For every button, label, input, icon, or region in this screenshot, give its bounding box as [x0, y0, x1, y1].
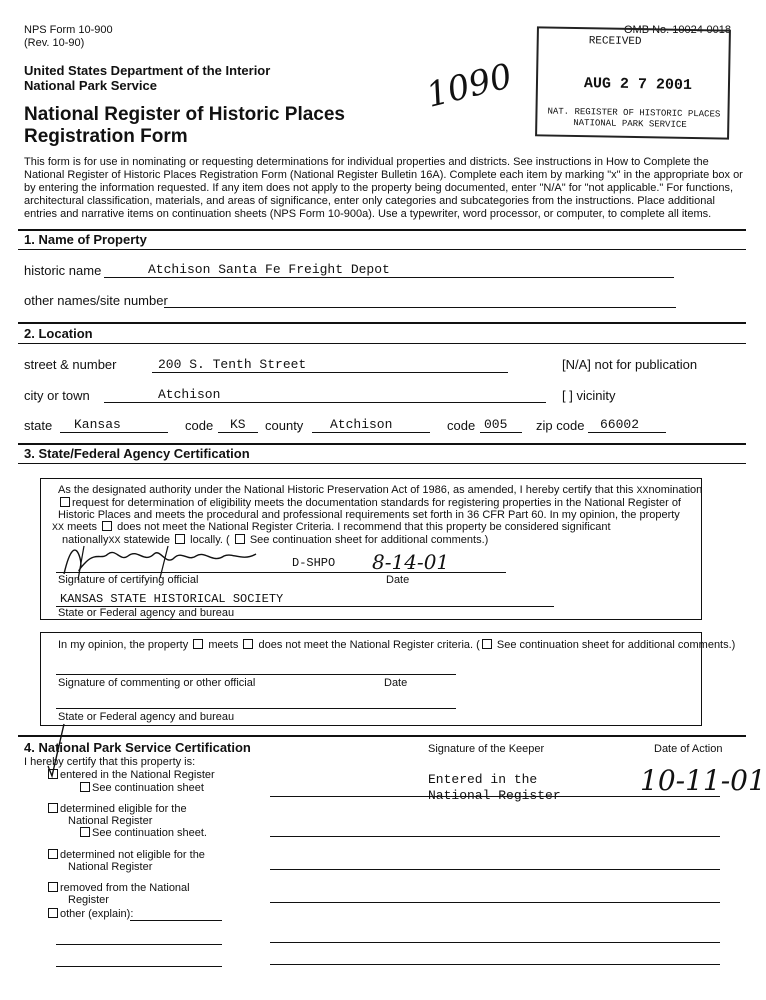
checked-mark: XX	[52, 523, 65, 534]
signer-title: D-SHPO	[292, 556, 336, 570]
code-label: code	[185, 418, 214, 433]
date-label: Date	[386, 574, 410, 586]
cert-text: statewide	[123, 534, 171, 546]
field-underline	[104, 402, 546, 403]
checkbox[interactable]	[48, 849, 58, 859]
checkbox[interactable]	[80, 827, 90, 837]
street-value[interactable]: 200 S. Tenth Street	[158, 357, 307, 372]
zip-label: zip code	[536, 418, 585, 433]
option-not-eligible-line2: National Register	[68, 861, 153, 873]
code2-label: code	[447, 418, 476, 433]
intro-line: This form is for use in nominating or requesting determinations for individual properties and districts. See instructions in How to Complete the	[24, 156, 709, 168]
section4-heading: 4. National Park Service Certification	[24, 740, 251, 755]
signature-label: Signature of certifying official	[58, 574, 199, 586]
action-date: 10-11-01	[640, 764, 766, 797]
historic-name-value[interactable]: Atchison Santa Fe Freight Depot	[148, 262, 390, 277]
cert-text: meets	[67, 521, 98, 533]
divider	[18, 322, 746, 324]
not-for-publication: [N/A] not for publication	[562, 357, 698, 372]
street-label: street & number	[24, 357, 117, 372]
code-value[interactable]: KS	[230, 417, 246, 432]
opinion-text: See continuation sheet for additional comments.)	[496, 639, 736, 651]
keeper-line	[270, 869, 720, 870]
intro-line: by entering the information requested. If any item does not apply to the property being documented, enter "N/A" for "not applicable." For functions,	[24, 182, 734, 194]
divider	[18, 249, 746, 250]
city-value[interactable]: Atchison	[158, 387, 221, 402]
cert-text: does not meet the National Register Criteria. I recommend that this property be considered significant	[117, 521, 611, 533]
hereby-text: I hereby certify that this property is:	[24, 756, 196, 768]
checkbox[interactable]	[48, 769, 58, 779]
cert-text: See continuation sheet for additional comments.)	[249, 534, 489, 546]
agency2-label: State or Federal agency and bureau	[58, 711, 235, 723]
stamp-line2: NATIONAL PARK SERVICE	[573, 117, 687, 130]
agency-label: State or Federal agency and bureau	[58, 607, 235, 619]
intro-line: entries and narrative items on continuation sheets (NPS Form 10-900a). Use a typewriter, word processor, or computer, to complete all items.	[24, 208, 712, 220]
cert-text: As the designated authority under the National Historic Preservation Act of 1986, as amended, I hereby certify that this	[58, 484, 634, 496]
form-revision: (Rev. 10-90)	[24, 37, 85, 49]
option-text: entered in the National Register	[60, 769, 215, 781]
signature-line	[56, 572, 506, 573]
other-names-label: other names/site number	[24, 293, 168, 308]
field-underline	[152, 372, 508, 373]
field-underline	[104, 277, 674, 278]
form-number: NPS Form 10-900	[24, 24, 113, 36]
agency-line	[56, 708, 456, 709]
field-underline	[164, 307, 676, 308]
keeper-line	[270, 942, 720, 943]
option-see-continuation[interactable]	[78, 782, 204, 794]
keeper-line	[270, 902, 720, 903]
section1-heading: 1. Name of Property	[24, 232, 147, 247]
entered-stamp-line1: Entered in the	[428, 772, 538, 787]
keeper-line	[270, 796, 720, 797]
checked-mark: XX	[108, 536, 121, 547]
checkbox[interactable]	[60, 497, 70, 507]
field-underline	[312, 432, 430, 433]
option-text: other (explain):	[60, 908, 134, 920]
option-not-eligible[interactable]	[46, 849, 205, 861]
field-underline	[480, 432, 522, 433]
field-underline	[130, 920, 222, 921]
historic-name-label: historic name	[24, 263, 102, 278]
county-label: county	[265, 418, 304, 433]
field-underline	[60, 432, 168, 433]
keeper-line	[270, 964, 720, 965]
keeper-label: Signature of the Keeper	[428, 743, 545, 755]
intro-line: architectural classification, materials, and areas of significance, enter only categories and subcategories from the instructions. Place additional	[24, 195, 715, 207]
keeper-line	[270, 836, 720, 837]
field-underline	[56, 944, 222, 945]
date2-label: Date	[384, 677, 408, 689]
received-stamp	[535, 26, 731, 139]
option-eligible[interactable]	[46, 803, 187, 815]
agency-name: National Park Service	[24, 78, 157, 93]
cert-line4	[52, 521, 611, 534]
option-other[interactable]	[46, 908, 133, 920]
field-underline	[588, 432, 666, 433]
action-label: Date of Action	[654, 743, 723, 755]
signature-date: 8-14-01	[372, 550, 450, 574]
signature-line	[56, 674, 456, 675]
option-entered[interactable]	[46, 769, 215, 781]
form-subtitle: Registration Form	[24, 126, 188, 147]
divider	[18, 735, 746, 737]
intro-line: National Register of Historic Places Registration Form (National Register Bulletin 16A). Complete each item by marking "x" in the appropriate box or	[24, 169, 743, 181]
department-name: United States Department of the Interior	[24, 63, 271, 78]
checkbox[interactable]	[48, 882, 58, 892]
checked-mark: XX	[636, 486, 649, 497]
checkbox[interactable]	[102, 521, 112, 531]
cert-text: request for determination of eligibility meets the documentation standards for registering properties in the National Register of	[72, 497, 681, 509]
option-removed-line2: Register	[68, 894, 109, 906]
option-removed[interactable]	[46, 882, 190, 894]
option-text: removed from the National	[60, 882, 190, 894]
option-eligible-line2: National Register	[68, 815, 153, 827]
divider	[18, 343, 746, 344]
divider	[18, 443, 746, 445]
cert-text: nationally	[62, 534, 109, 546]
option-text: determined eligible for the	[60, 803, 187, 815]
form-title: National Register of Historic Places	[24, 104, 345, 125]
intro-paragraph	[24, 156, 743, 221]
checkbox[interactable]	[193, 639, 203, 649]
opinion-text: In my opinion, the property	[58, 639, 189, 651]
field-underline	[56, 966, 222, 967]
zip-value[interactable]: 66002	[600, 417, 640, 432]
cert-text: nomination	[648, 484, 703, 496]
checkbox[interactable]	[80, 782, 90, 792]
cert-text: locally. (	[190, 534, 230, 546]
divider	[18, 463, 746, 464]
code2-value[interactable]: 005	[484, 417, 508, 432]
city-label: city or town	[24, 388, 90, 403]
handwritten-number: 1090	[422, 56, 517, 116]
divider	[18, 229, 746, 231]
opinion-text: does not meet the National Register criteria. (	[258, 639, 480, 651]
checkbox[interactable]	[48, 908, 58, 918]
entered-stamp-line2: National Register	[428, 788, 561, 803]
option-see-continuation2[interactable]	[78, 827, 207, 839]
checkbox[interactable]	[482, 639, 492, 649]
commenting-label: Signature of commenting or other official	[58, 677, 256, 689]
stamp-line1: NAT. REGISTER OF HISTORIC PLACES	[547, 106, 721, 120]
state-label: state	[24, 418, 53, 433]
omb-number: OMB No. 10024-0018	[624, 24, 732, 36]
option-text: See continuation sheet.	[92, 827, 207, 839]
stamp-received: RECEIVED	[588, 35, 642, 49]
section3-heading: 3. State/Federal Agency Certification	[24, 446, 250, 461]
option-text: determined not eligible for the	[60, 849, 205, 861]
cert-line1	[58, 484, 702, 497]
field-underline	[218, 432, 258, 433]
cert-line3: Historic Places and meets the procedural and professional requirements set forth in 36 CFR Part 60. In my opinion, the property	[58, 509, 680, 521]
opinion-line	[58, 639, 735, 651]
stamp-date: AUG 2 7 2001	[583, 75, 693, 95]
checkbox[interactable]	[243, 639, 253, 649]
checkbox[interactable]	[48, 803, 58, 813]
option-text: See continuation sheet	[92, 782, 204, 794]
section2-heading: 2. Location	[24, 326, 93, 341]
agency-value[interactable]: KANSAS STATE HISTORICAL SOCIETY	[60, 592, 284, 606]
opinion-text: meets	[208, 639, 239, 651]
county-value[interactable]: Atchison	[330, 417, 393, 432]
vicinity: [ ] vicinity	[562, 388, 616, 403]
state-value[interactable]: Kansas	[74, 417, 121, 432]
cert-line2	[58, 497, 681, 509]
